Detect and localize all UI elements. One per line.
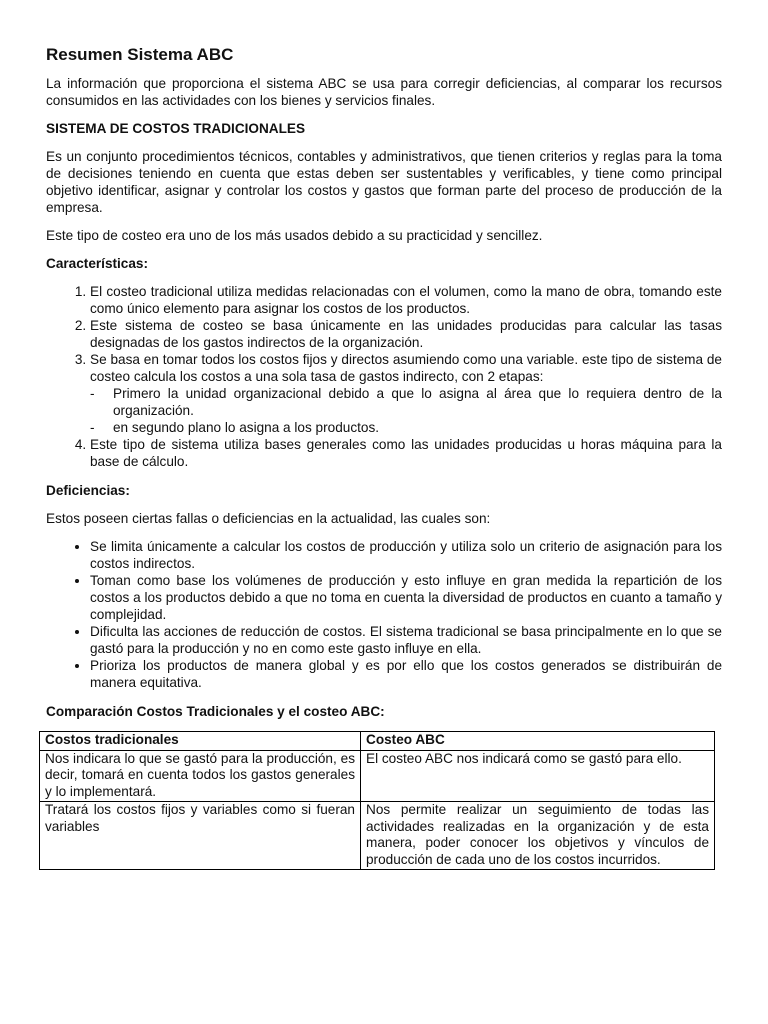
list-item: • Toman como base los volúmenes de producción y esto influye en gran medida la repartición de los costos a los productos debido a que no toma en cuenta la diversidad de productos en cuanto a tamaño y complejidad.	[90, 572, 722, 623]
deficiencias-intro: Estos poseen ciertas fallas o deficiencias en la actualidad, las cuales son:	[46, 511, 491, 526]
list-item: • Prioriza los productos de manera global y es por ello que los costos generados se distribuirán de manera equitativa.	[90, 657, 722, 691]
intro-paragraph: La información que proporciona el sistema ABC se usa para corregir deficiencias, al comparar los recursos consumidos en las actividades con los bienes y servicios finales.	[46, 76, 722, 108]
sublist-item: - Primero la unidad organizacional debido a que lo asigna al área que lo requiera dentro de la organización.	[90, 385, 722, 419]
costos-tradicionales-paragraph: Es un conjunto procedimientos técnicos, contables y administrativos, que tienen criterios y reglas para la toma de decisiones teniendo en cuenta que estas deben ser sustentables y verificables, y tiene como principal objetivo identificar, asignar y controlar los costos y gastos que forman parte del proceso de producción de la empresa.	[46, 149, 722, 215]
list-item: • Dificulta las acciones de reducción de costos. El sistema tradicional se basa principalmente en lo que se gastó para la producción y no en como este gasto influye en ella.	[90, 623, 722, 657]
list-item: • Se limita únicamente a calcular los costos de producción y utiliza solo un criterio de asignación para los costos indirectos.	[90, 538, 722, 572]
list-item: 4. Este tipo de sistema utiliza bases generales como las unidades producidas u horas máquina para la base de cálculo.	[90, 436, 722, 470]
costeo-practicidad-paragraph: Este tipo de costeo era uno de los más usados debido a su practicidad y sencillez.	[46, 228, 543, 243]
comparison-table	[39, 731, 715, 870]
column-header: Costos tradicionales	[40, 732, 361, 751]
document-title: Resumen Sistema ABC	[46, 45, 234, 64]
deficiencias-list	[46, 538, 722, 691]
list-item-text: Se basa en tomar todos los costos fijos y directos asumiendo como una variable. este tipo de sistema de costeo calcula los costos a una sola tasa de gastos indirecto, con 2 etapas:	[90, 352, 722, 384]
etapas-sublist	[90, 385, 722, 436]
list-item: 2. Este sistema de costeo se basa únicamente en las unidades producidas para calcular las tasas designadas de los gastos indirectos de la organización.	[90, 317, 722, 351]
table-cell: Nos indicara lo que se gastó para la producción, es decir, tomará en cuenta todos los gastos generales y lo implementará.	[40, 750, 361, 802]
sublist-item: - en segundo plano lo asigna a los productos.	[90, 419, 722, 436]
list-item	[90, 351, 722, 436]
table-header-row	[40, 732, 715, 751]
comparacion-heading: Comparación Costos Tradicionales y el costeo ABC:	[46, 704, 385, 719]
list-item: 1. El costeo tradicional utiliza medidas relacionadas con el volumen, como la mano de obra, tomando este como único elemento para asignar los costos de los productos.	[90, 283, 722, 317]
caracteristicas-heading: Características:	[46, 256, 149, 271]
table-cell: Tratará los costos fijos y variables como si fueran variables	[40, 802, 361, 870]
table-row	[40, 750, 715, 802]
table-cell: El costeo ABC nos indicará como se gastó para ello.	[361, 750, 715, 802]
table-cell: Nos permite realizar un seguimiento de todas las actividades realizadas en la organización y de esta manera, poder conocer los objetivos y vínculos de producción de cada uno de los costos incurridos.	[361, 802, 715, 870]
table-row	[40, 802, 715, 870]
deficiencias-heading: Deficiencias:	[46, 483, 130, 498]
column-header: Costeo ABC	[361, 732, 715, 751]
section-heading-costos-tradicionales: SISTEMA DE COSTOS TRADICIONALES	[46, 121, 306, 136]
caracteristicas-list	[46, 283, 722, 470]
